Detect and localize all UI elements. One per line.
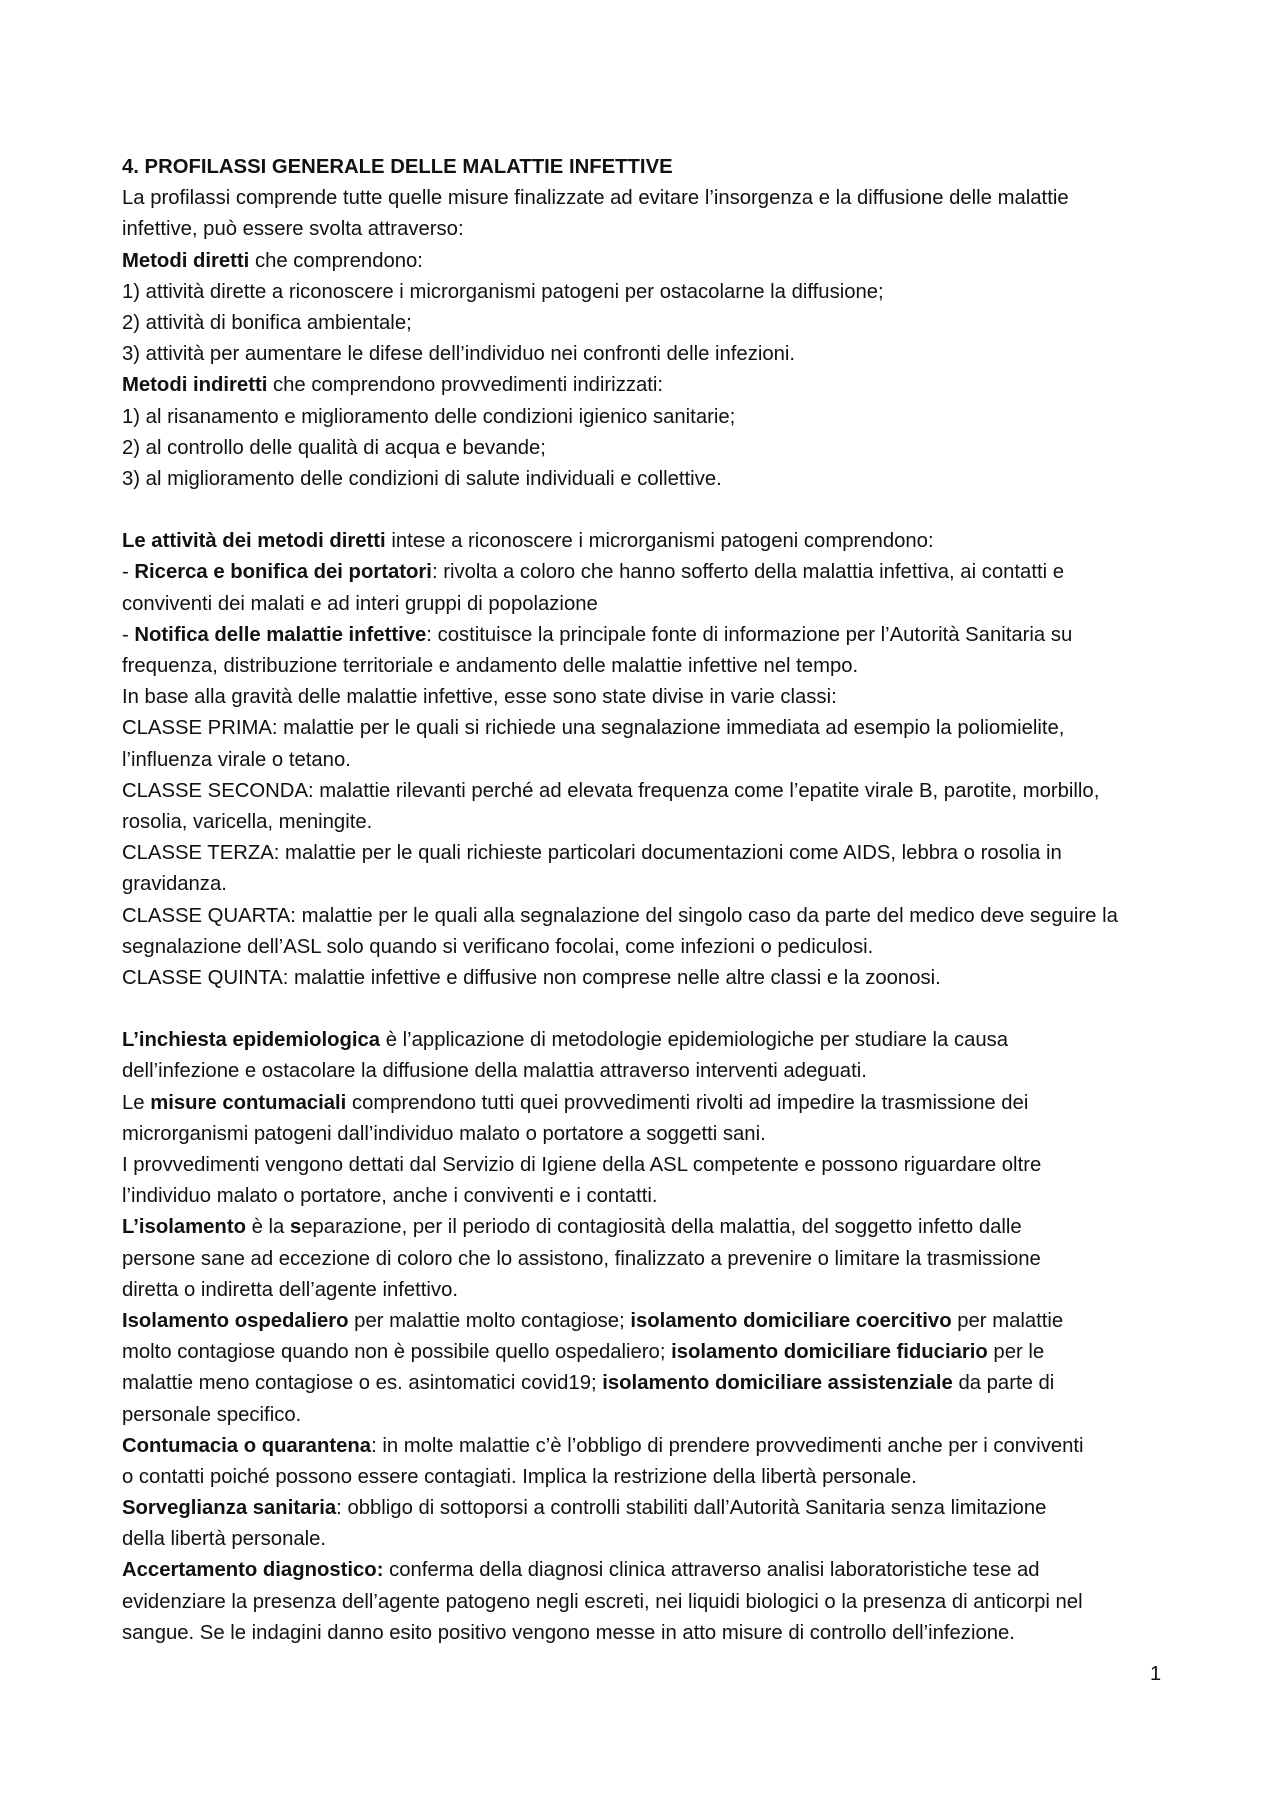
text-run: CLASSE QUINTA: malattie infettive e diffusive non comprese nelle altre classi e la zoonosi. bbox=[122, 966, 941, 989]
text-line bbox=[122, 869, 1172, 900]
text-line bbox=[122, 308, 1172, 339]
bold-term: misure contumaciali bbox=[150, 1091, 347, 1114]
text-run: per malattie bbox=[951, 1309, 1064, 1332]
text-run: 2) al controllo delle qualità di acqua e bevande; bbox=[122, 436, 546, 459]
text-line bbox=[122, 557, 1172, 588]
text-run: malattie meno contagiose o es. asintomatici covid19; bbox=[122, 1372, 603, 1395]
text-line bbox=[122, 1056, 1172, 1087]
bold-term: Isolamento ospedaliero bbox=[122, 1309, 349, 1332]
text-line bbox=[122, 1150, 1172, 1181]
bold-term: isolamento domiciliare assistenziale bbox=[602, 1372, 953, 1395]
text-run: 1) al risanamento e miglioramento delle condizioni igienico sanitarie; bbox=[122, 405, 736, 428]
text-line bbox=[122, 1337, 1172, 1368]
bold-term: L’inchiesta epidemiologica bbox=[122, 1029, 381, 1052]
text-run: rosolia, varicella, meningite. bbox=[122, 810, 373, 833]
text-run: CLASSE PRIMA: malattie per le quali si richiede una segnalazione immediata ad esempio la poliomielite, bbox=[122, 717, 1065, 740]
text-run: è l’applicazione di metodologie epidemiologiche per studiare la causa bbox=[380, 1029, 1009, 1052]
text-line bbox=[122, 433, 1172, 464]
text-line bbox=[122, 1275, 1172, 1306]
text-line bbox=[122, 932, 1172, 963]
text-run: gravidanza. bbox=[122, 873, 227, 896]
section-title: 4. PROFILASSI GENERALE DELLE MALATTIE INFETTIVE bbox=[122, 156, 673, 178]
text-run: - bbox=[122, 623, 135, 646]
text-line bbox=[122, 1462, 1172, 1493]
text-run: frequenza, distribuzione territoriale e andamento delle malattie infettive nel tempo. bbox=[122, 655, 859, 677]
text-line bbox=[122, 776, 1172, 807]
text-run: l’individuo malato o portatore, anche i conviventi e i contatti. bbox=[122, 1185, 658, 1208]
bold-term: Ricerca e bonifica dei portatori bbox=[134, 561, 432, 584]
text-line bbox=[122, 745, 1172, 776]
text-run: evidenziare la presenza dell’agente patogeno negli escreti, nei liquidi biologici o la presenza di anticorpi nel bbox=[122, 1590, 1083, 1613]
text-line bbox=[122, 682, 1172, 713]
text-run: personale specifico. bbox=[122, 1403, 302, 1426]
text-run: Le bbox=[122, 1091, 151, 1114]
text-run: 2) attività di bonifica ambientale; bbox=[122, 311, 412, 334]
text-run: eparazione, per il periodo di contagiosità della malattia, del soggetto infetto dalle bbox=[301, 1216, 1022, 1239]
text-run: microrganismi patogeni dall’individuo malato o portatore a soggetti sani. bbox=[122, 1122, 766, 1145]
text-line bbox=[122, 1524, 1172, 1555]
bold-term: Metodi indiretti bbox=[122, 374, 268, 397]
text-run: - bbox=[122, 561, 135, 584]
text-line bbox=[122, 1493, 1172, 1524]
text-run: sangue. Se le indagini danno esito positivo vengono messe in atto misure di controllo dell’infezione. bbox=[122, 1621, 1015, 1644]
bold-term: Sorveglianza sanitaria bbox=[122, 1497, 337, 1520]
text-run: : obbligo di sottoporsi a controlli stabiliti dall’Autorità Sanitaria senza limitazione bbox=[336, 1497, 1047, 1520]
text-line bbox=[122, 1587, 1172, 1618]
text-line bbox=[122, 1025, 1172, 1056]
text-line bbox=[122, 402, 1172, 433]
text-line bbox=[122, 464, 1172, 495]
text-run: In base alla gravità delle malattie infettive, esse sono state divise in varie classi: bbox=[122, 686, 837, 709]
blank-line bbox=[122, 994, 1172, 1025]
text-run: CLASSE SECONDA: malattie rilevanti perché ad elevata frequenza come l’epatite virale B, parotite, morbillo, bbox=[122, 779, 1100, 802]
bold-term: isolamento domiciliare fiduciario bbox=[671, 1341, 988, 1364]
text-run: CLASSE TERZA: malattie per le quali richieste particolari documentazioni come AIDS, lebbra o rosolia in bbox=[122, 842, 1062, 865]
text-line bbox=[122, 963, 1172, 994]
text-line bbox=[122, 1555, 1172, 1586]
text-line bbox=[122, 526, 1172, 557]
text-run: : rivolta a coloro che hanno sofferto della malattia infettiva, ai contatti e bbox=[431, 561, 1065, 584]
text-run: o contatti poiché possono essere contagiati. Implica la restrizione della libertà personale. bbox=[122, 1465, 917, 1488]
text-run: infettive, può essere svolta attraverso: bbox=[122, 218, 464, 241]
text-line bbox=[122, 1400, 1172, 1431]
text-run: 3) al miglioramento delle condizioni di salute individuali e collettive. bbox=[122, 467, 722, 490]
text-line bbox=[122, 620, 1172, 651]
text-line bbox=[122, 1368, 1172, 1399]
text-line bbox=[122, 183, 1172, 214]
text-line bbox=[122, 1119, 1172, 1150]
bold-term: Contumacia o quarantena bbox=[122, 1434, 372, 1457]
text-run: per le bbox=[987, 1341, 1045, 1364]
text-run: conferma della diagnosi clinica attraverso analisi laboratoristiche tese ad bbox=[383, 1559, 1040, 1582]
text-line bbox=[122, 246, 1172, 277]
text-line bbox=[122, 589, 1172, 620]
text-run: 1) attività dirette a riconoscere i microrganismi patogeni per ostacolarne la diffusione; bbox=[122, 280, 884, 303]
text-line bbox=[122, 713, 1172, 744]
text-run: persone sane ad eccezione di coloro che lo assistono, finalizzato a prevenire o limitare la trasmissione bbox=[122, 1247, 1041, 1270]
text-line bbox=[122, 1244, 1172, 1275]
page-number: 1 bbox=[1150, 1663, 1162, 1685]
text-line bbox=[122, 370, 1172, 401]
text-line bbox=[122, 1088, 1172, 1119]
text-run: comprendono tutti quei provvedimenti rivolti ad impedire la trasmissione dei bbox=[346, 1091, 1029, 1114]
text-line bbox=[122, 807, 1172, 838]
text-run: per malattie molto contagiose; bbox=[348, 1309, 631, 1332]
bold-term: Accertamento diagnostico: bbox=[122, 1559, 384, 1582]
bold-term: Metodi diretti bbox=[122, 249, 250, 272]
text-run: che comprendono: bbox=[249, 249, 423, 272]
text-run: è la bbox=[245, 1216, 290, 1239]
text-run: dell’infezione e ostacolare la diffusione della malattia attraverso interventi adeguati. bbox=[122, 1060, 867, 1083]
text-run: conviventi dei malati e ad interi gruppi di popolazione bbox=[122, 592, 598, 615]
text-run: da parte di bbox=[952, 1372, 1055, 1395]
text-run: intese a riconoscere i microrganismi patogeni comprendono: bbox=[385, 530, 934, 553]
text-run: segnalazione dell’ASL solo quando si verificano focolai, come infezioni o pediculosi. bbox=[122, 935, 874, 958]
document-body bbox=[122, 152, 1172, 1649]
text-line bbox=[122, 277, 1172, 308]
text-run: diretta o indiretta dell’agente infettivo. bbox=[122, 1278, 458, 1301]
bold-term: Notifica delle malattie infettive bbox=[134, 623, 427, 646]
text-line bbox=[122, 1618, 1172, 1649]
text-line bbox=[122, 1306, 1172, 1337]
text-run: La profilassi comprende tutte quelle misure finalizzate ad evitare l’insorgenza e la diffusione delle malattie bbox=[122, 187, 1069, 210]
blank-line bbox=[122, 495, 1172, 526]
paragraph-lines bbox=[122, 183, 1172, 1649]
text-line bbox=[122, 838, 1172, 869]
text-run: che comprendono provvedimenti indirizzati: bbox=[267, 374, 664, 397]
text-line bbox=[122, 214, 1172, 245]
text-run: molto contagiose quando non è possibile quello ospedaliero; bbox=[122, 1341, 672, 1364]
bold-term: Le attività dei metodi diretti bbox=[122, 530, 386, 553]
text-line bbox=[122, 901, 1172, 932]
text-run: della libertà personale. bbox=[122, 1528, 327, 1551]
text-line bbox=[122, 1431, 1172, 1462]
text-line bbox=[122, 651, 1172, 682]
text-run: 3) attività per aumentare le difese dell’individuo nei confronti delle infezioni. bbox=[122, 343, 796, 366]
text-run: CLASSE QUARTA: malattie per le quali alla segnalazione del singolo caso da parte del medico deve seguire la bbox=[122, 904, 1118, 927]
text-line bbox=[122, 339, 1172, 370]
text-run: I provvedimenti vengono dettati dal Servizio di Igiene della ASL competente e possono riguardare oltre bbox=[122, 1154, 1042, 1176]
text-line bbox=[122, 1212, 1172, 1243]
text-run: : costituisce la principale fonte di informazione per l’Autorità Sanitaria su bbox=[426, 623, 1073, 646]
text-line bbox=[122, 1181, 1172, 1212]
bold-term: s bbox=[289, 1216, 302, 1239]
bold-term: L’isolamento bbox=[122, 1216, 246, 1239]
bold-term: isolamento domiciliare coercitivo bbox=[630, 1309, 952, 1332]
text-run: l’influenza virale o tetano. bbox=[122, 748, 351, 771]
text-run: : in molte malattie c’è l’obbligo di prendere provvedimenti anche per i conviventi bbox=[371, 1434, 1084, 1457]
